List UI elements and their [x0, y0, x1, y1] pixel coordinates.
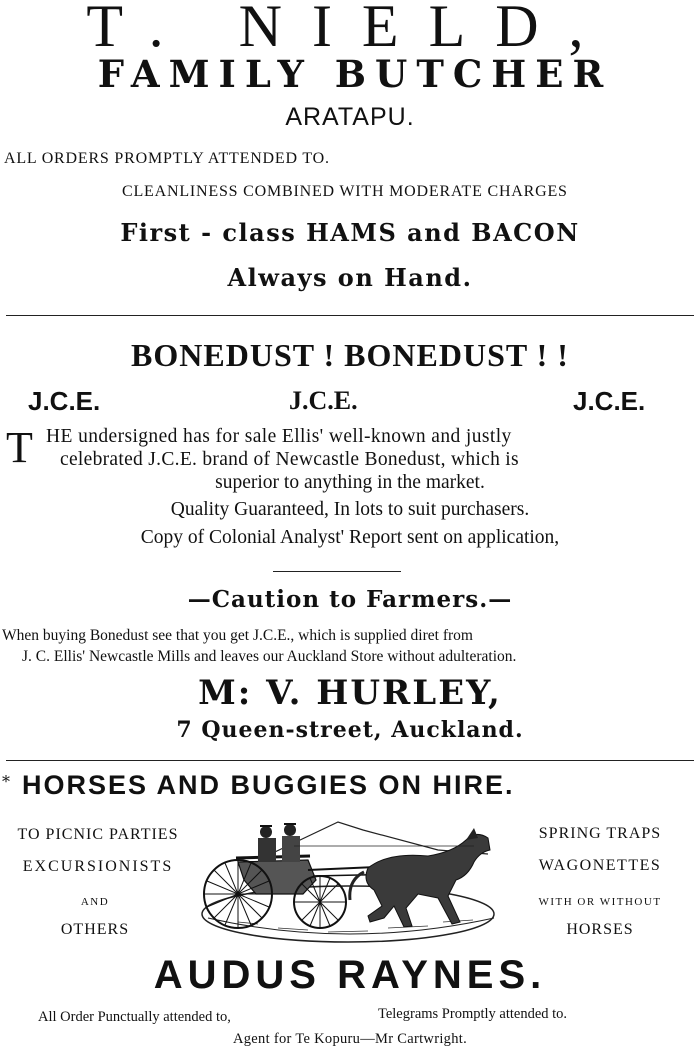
- right-item-1: SPRING TRAPS: [538, 825, 662, 842]
- left-item-1: TO PICNIC PARTIES: [17, 826, 179, 843]
- short-divider: [273, 571, 401, 572]
- horses-title: HORSES AND BUGGIES ON HIRE.: [22, 770, 515, 800]
- drop-cap: T: [6, 423, 33, 472]
- bonedust-para-line-3: superior to anything in the market.: [215, 472, 485, 493]
- divider-2: [6, 760, 694, 761]
- caution-heading: —Caution to Farmers.—: [187, 586, 513, 613]
- caution-line-2: J. C. Ellis' Newcastle Mills and leaves our Auckland Store without adulteration.: [22, 648, 517, 665]
- nield-orders-line: ALL ORDERS PROMPTLY ATTENDED TO.: [4, 150, 330, 167]
- bonedust-quality-line: Quality Guaranteed, In lots to suit purchasers.: [170, 499, 530, 520]
- jce-brand-right: J.C.E.: [573, 386, 646, 416]
- footer-agent: Agent for Te Kopuru—Mr Cartwright.: [232, 1031, 468, 1047]
- right-item-3: WITH OR WITHOUT: [538, 896, 662, 908]
- horse-buggy-illustration: [198, 810, 504, 948]
- jce-brand-left: J.C.E.: [28, 386, 101, 416]
- left-item-4: OTHERS: [60, 921, 130, 938]
- caution-line-1: When buying Bonedust see that you get J.C.E., which is supplied diret from: [2, 627, 473, 644]
- jce-brand-center: J.C.E.: [289, 386, 358, 415]
- right-item-4: HORSES: [566, 921, 634, 938]
- divider-1: [6, 315, 694, 316]
- footer-telegrams: Telegrams Promptly attended to.: [378, 1006, 568, 1022]
- proprietor-name: AUDUS RAYNES.: [153, 953, 547, 997]
- right-item-2: WAGONETTES: [538, 857, 662, 874]
- footer-orders: All Order Punctually attended to,: [38, 1009, 231, 1025]
- bonedust-para-line-1: HE undersigned has for sale Ellis' well-known and justly: [46, 426, 512, 447]
- bonedust-report-line: Copy of Colonial Analyst' Report sent on application,: [140, 527, 560, 548]
- nield-name: T. NIELD,: [86, 0, 614, 59]
- nield-cleanliness-line: CLEANLINESS COMBINED WITH MODERATE CHARGES: [122, 183, 568, 200]
- nield-town: ARATAPU.: [285, 103, 415, 131]
- nield-trade: FAMILY BUTCHER: [97, 52, 613, 96]
- nield-hams-line: First - class HAMS and BACON: [120, 218, 580, 247]
- bonedust-title: BONEDUST ! BONEDUST ! !: [131, 337, 569, 373]
- left-item-2: EXCURSIONISTS: [22, 858, 174, 875]
- nield-always-line: Always on Hand.: [227, 263, 473, 292]
- left-item-3: AND: [80, 896, 110, 908]
- merchant-name: M: V. HURLEY,: [198, 673, 502, 713]
- bonedust-para-line-2: celebrated J.C.E. brand of Newcastle Bonedust, which is: [60, 449, 519, 470]
- merchant-address: 7 Queen-street, Auckland.: [176, 717, 524, 743]
- asterisk-mark: *: [2, 772, 10, 791]
